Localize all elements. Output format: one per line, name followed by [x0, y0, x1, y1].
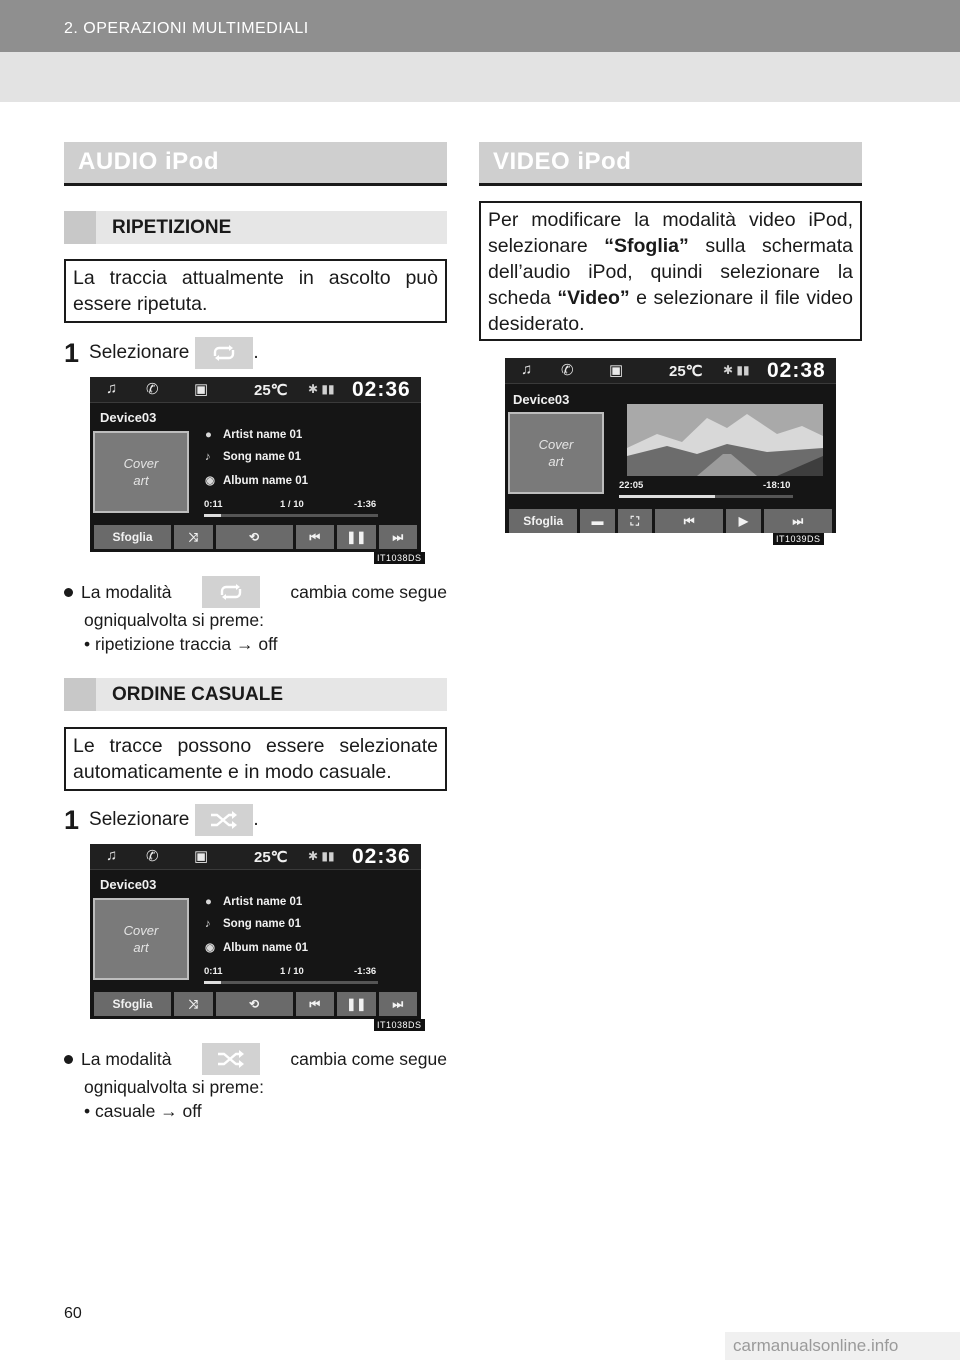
repeat-button[interactable]: ⟲	[216, 992, 293, 1016]
section-title-audio	[64, 142, 447, 186]
repeat-icon	[209, 344, 239, 362]
remaining-time: -1:36	[354, 966, 377, 977]
repeat-button[interactable]	[195, 337, 253, 369]
video-desc-part2: sulla schermata dell’audio iPod, quindi selezionare la scheda	[488, 235, 853, 309]
section-title-video	[479, 142, 862, 186]
bullet-line2: ogniqualvolta si preme:	[84, 610, 264, 630]
bullet-post: cambia come segue	[290, 582, 447, 602]
car-icon[interactable]: ▣	[609, 362, 624, 379]
browse-button[interactable]: Sfoglia	[94, 992, 171, 1016]
shuffle-icon	[216, 1050, 246, 1068]
bullet-dot	[64, 588, 73, 597]
figure-tag: IT1039DS	[773, 533, 824, 545]
elapsed-time: 0:11	[204, 499, 223, 510]
track-counter: 1 / 10	[280, 499, 304, 510]
artist-row	[205, 429, 302, 441]
repeat-bullet	[64, 576, 447, 656]
subsection-tab	[64, 211, 96, 244]
pause-button[interactable]: ❚❚	[337, 525, 376, 549]
step-end: .	[253, 809, 259, 830]
music-icon[interactable]: ♫	[521, 361, 533, 378]
audio-screen-repeat	[90, 377, 421, 552]
progress-fill	[619, 495, 715, 498]
cover-art-line2: art	[548, 454, 564, 469]
progress-fill	[204, 981, 221, 984]
album-name: Album name 01	[223, 942, 308, 954]
section-title-video-text: VIDEO iPod	[493, 148, 632, 175]
note-icon: ♪	[205, 918, 211, 930]
bullet-pre: La modalità	[81, 1049, 172, 1069]
song-row	[205, 918, 301, 930]
watermark-link[interactable]: carmanualsonline.info	[725, 1332, 960, 1360]
signal-icon: ✱ ▮▮	[308, 849, 335, 863]
artist-row	[205, 896, 302, 908]
remaining-time: -1:36	[354, 499, 377, 510]
shuffle-button[interactable]	[202, 1043, 260, 1075]
step-number: 1	[64, 337, 80, 368]
repeat-step	[64, 336, 259, 370]
chapter-header-bar	[0, 0, 960, 52]
repeat-button[interactable]: ⟲	[216, 525, 293, 549]
temperature: 25℃	[669, 363, 703, 380]
subsection-shuffle-text: ORDINE CASUALE	[112, 684, 284, 705]
shuffle-icon	[209, 811, 239, 829]
section-title-audio-text: AUDIO iPod	[78, 148, 219, 175]
shuffle-step	[64, 803, 259, 837]
bullet-line2: ogniqualvolta si preme:	[84, 1077, 264, 1097]
shuffle-button[interactable]: ⤨	[174, 992, 213, 1016]
step-text: Selezionare	[89, 809, 190, 830]
person-icon: ●	[205, 429, 212, 441]
subsection-repeat	[64, 211, 447, 244]
progress-bar[interactable]	[204, 981, 378, 984]
previous-button[interactable]: ⏮	[296, 992, 335, 1016]
figure-tag: IT1038DS	[374, 1019, 425, 1031]
shuffle-button[interactable]	[195, 804, 253, 836]
song-name: Song name 01	[223, 451, 301, 463]
cover-art	[93, 898, 189, 980]
artist-name: Artist name 01	[223, 429, 303, 441]
video-screen	[505, 358, 836, 533]
temperature: 25℃	[254, 382, 288, 399]
shuffle-bullet	[64, 1043, 447, 1123]
video-frame	[627, 404, 823, 476]
bullet-line3: • ripetizione traccia → off	[84, 634, 278, 654]
cover-art	[93, 431, 189, 513]
screen-status-bar	[505, 358, 836, 384]
step-text: Selezionare	[89, 342, 190, 363]
progress-fill	[204, 514, 221, 517]
video-desc-bold2: “Video”	[557, 287, 630, 309]
disc-icon: ◉	[205, 942, 216, 954]
subsection-repeat-text: RIPETIZIONE	[112, 217, 232, 238]
phone-icon[interactable]: ✆	[561, 362, 574, 379]
video-desc-part1: Per modificare la modalità video iPod, selezionare	[488, 209, 853, 257]
mountain-landscape-image	[627, 404, 823, 476]
video-description-box	[479, 201, 862, 341]
control-bar	[94, 525, 417, 549]
phone-icon[interactable]: ✆	[146, 848, 159, 865]
audio-screen-shuffle	[90, 844, 421, 1019]
repeat-icon	[216, 583, 246, 601]
signal-icon: ✱ ▮▮	[308, 382, 335, 396]
person-icon: ●	[205, 896, 212, 908]
previous-button[interactable]: ⏮	[296, 525, 335, 549]
album-row	[205, 940, 308, 954]
cover-art-line1: Cover	[123, 923, 159, 938]
track-counter: 1 / 10	[280, 966, 304, 977]
signal-icon: ✱ ▮▮	[723, 363, 750, 377]
next-button[interactable]: ⏭	[379, 992, 418, 1016]
step-number: 1	[64, 804, 80, 835]
previous-button[interactable]: ⏮	[655, 509, 723, 533]
progress-bar[interactable]	[619, 495, 793, 498]
bullet-pre: La modalità	[81, 582, 172, 602]
figure-tag: IT1038DS	[374, 552, 425, 564]
device-name: Device03	[100, 877, 157, 892]
cover-art	[508, 412, 604, 494]
chapter-title: 2. OPERAZIONI MULTIMEDIALI	[64, 20, 309, 37]
repeat-description: La traccia attualmente in ascolto può essere ripetuta.	[73, 267, 438, 315]
car-icon[interactable]: ▣	[194, 848, 209, 865]
next-button[interactable]: ⏭	[379, 525, 418, 549]
fullscreen-button[interactable]: ⛶	[618, 509, 652, 533]
elapsed-time: 0:11	[204, 966, 223, 977]
cover-art-line1: Cover	[123, 456, 159, 471]
clock: 02:38	[767, 359, 826, 382]
note-icon: ♪	[205, 451, 211, 463]
bullet-dot	[64, 1055, 73, 1064]
repeat-button[interactable]	[202, 576, 260, 608]
page-number: 60	[64, 1305, 82, 1322]
step-end: .	[253, 342, 259, 363]
device-name: Device03	[100, 410, 157, 425]
shuffle-description: Le tracce possono essere selezionate automaticamente e in modo casuale.	[73, 735, 438, 783]
song-name: Song name 01	[223, 918, 301, 930]
car-icon[interactable]: ▣	[194, 381, 209, 398]
music-icon[interactable]: ♫	[106, 380, 118, 397]
subsection-shuffle	[64, 678, 447, 711]
header-subbar	[0, 52, 960, 102]
album-row	[205, 473, 308, 487]
pause-button[interactable]: ❚❚	[337, 992, 376, 1016]
widescreen-button[interactable]: ▬	[580, 509, 614, 533]
bullet-line3: • casuale → off	[84, 1101, 202, 1121]
cover-art-line1: Cover	[538, 437, 574, 452]
elapsed-time: 22:05	[619, 480, 644, 491]
temperature: 25℃	[254, 849, 288, 866]
disc-icon: ◉	[205, 475, 216, 487]
clock: 02:36	[352, 378, 411, 401]
song-row	[205, 451, 301, 463]
cover-art-line2: art	[133, 473, 149, 488]
cover-art-line2: art	[133, 940, 149, 955]
browse-button[interactable]: Sfoglia	[509, 509, 577, 533]
remaining-time: -18:10	[763, 480, 791, 491]
bullet-post: cambia come segue	[290, 1049, 447, 1069]
browse-button[interactable]: Sfoglia	[94, 525, 171, 549]
repeat-description-box	[64, 259, 447, 323]
music-icon[interactable]: ♫	[106, 847, 118, 864]
artist-name: Artist name 01	[223, 896, 303, 908]
control-bar	[509, 509, 832, 533]
clock: 02:36	[352, 845, 411, 868]
play-button[interactable]: ▶	[726, 509, 760, 533]
album-name: Album name 01	[223, 475, 308, 487]
shuffle-button[interactable]: ⤨	[174, 525, 213, 549]
next-button[interactable]: ⏭	[764, 509, 832, 533]
video-desc-part3: e selezionare il file video desiderato.	[488, 287, 853, 335]
screen-status-bar	[90, 844, 421, 870]
control-bar	[94, 992, 417, 1016]
screen-status-bar	[90, 377, 421, 403]
phone-icon[interactable]: ✆	[146, 381, 159, 398]
progress-bar[interactable]	[204, 514, 378, 517]
video-desc-bold1: “Sfoglia”	[604, 235, 689, 257]
subsection-tab	[64, 678, 96, 711]
device-name: Device03	[513, 392, 570, 407]
shuffle-description-box	[64, 727, 447, 791]
